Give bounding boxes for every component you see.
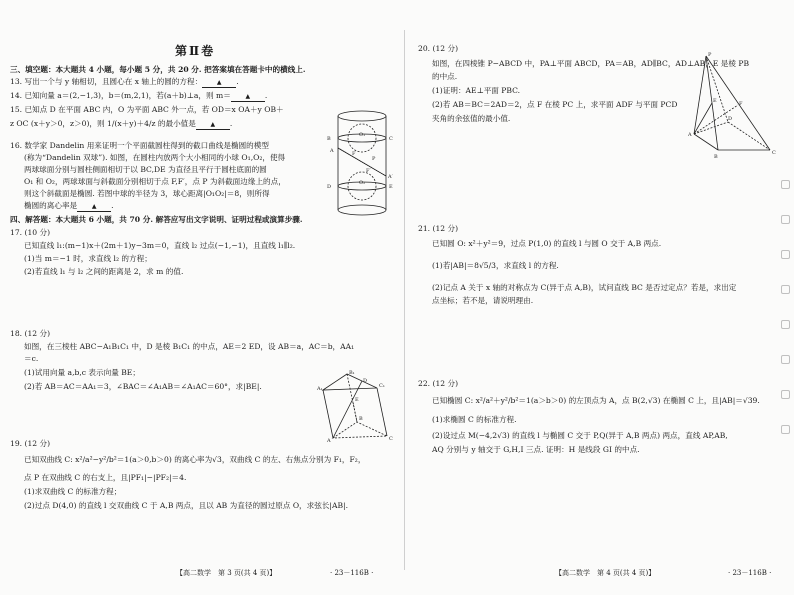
footer-left-page: 【高二数学 第 3 页(共 4 页)】: [176, 569, 277, 577]
cyl-label: F′: [366, 168, 371, 174]
answer-blank: ▲: [202, 79, 236, 88]
prism-label: D: [363, 378, 368, 384]
cyl-label: O₂: [359, 180, 366, 186]
prism-label: A: [327, 438, 331, 444]
footer-left-code: · 23－116B ·: [330, 569, 374, 577]
question-17-head: 17. (10 分): [10, 228, 51, 237]
question-22-line: 已知椭圆 C: x²/a²＋y²/b²＝1(a＞b＞0) 的左顶点为 A，点 B(2,√3) 在椭圆 C 上，且|AB|＝√39.: [432, 396, 760, 405]
prism-label: C: [389, 436, 393, 442]
binding-edge-marks: [780, 180, 792, 510]
cyl-label: O₁: [359, 132, 366, 138]
pyramid-figure: [688, 50, 778, 160]
cyl-label: C: [389, 136, 393, 142]
answer-blank: ▲: [231, 93, 265, 102]
question-17-line: 已知直线 l₁:(m−1)x＋(2m＋1)y−3m＝0，直线 l₂ 过点(−1,−1)，且直线 l₁∥l₂.: [24, 241, 296, 250]
question-19-head: 19. (12 分): [10, 439, 51, 448]
answer-section-header: 四、解答题：本大题共 6 小题，共 70 分. 解答应写出文字说明、证明过程或演算步骤.: [10, 215, 303, 224]
pyramid-label: P: [708, 52, 712, 58]
question-16-line: O₁ 和 O₂，两球球面与斜截面分别相切于点 F,F′，点 P 为斜截面边缘上的点，: [24, 177, 286, 186]
question-19-line: 已知双曲线 C: x²/a²−y²/b²＝1(a＞0,b＞0) 的离心率为√3，双曲线 C 的左、右焦点分别为 F₁，F₂，: [24, 455, 366, 464]
question-16-line: 两球球面分别与圆柱侧面相切于以 BC,DE 为直径且平行于圆柱底面的圆: [24, 165, 267, 174]
footer-right-code: · 23－116B ·: [728, 569, 772, 577]
question-21-head: 21. (12 分): [418, 224, 459, 233]
pyramid-label: B: [714, 154, 718, 160]
cyl-label: D: [327, 184, 332, 190]
prism-label: E: [355, 397, 359, 403]
column-divider: [404, 30, 405, 570]
question-16-line: (称为“Dandelin 双球”). 如图，在圆柱内放两个大小相同的小球 O₁,O₂，使得: [24, 153, 286, 162]
question-20-line: 如图，在四棱锥 P−ABCD 中，PA⊥平面 ABCD，PA＝AB，AD∥BC，AD⊥AB，E 是棱 PB: [432, 59, 750, 68]
prism-label: A₁: [317, 386, 323, 392]
dandelin-cylinder-figure: [322, 108, 400, 218]
cyl-label: F: [352, 151, 356, 157]
question-21-line: (2)记点 A 关于 x 轴的对称点为 C(异于点 A,B)，试问直线 BC 是否过定点？若是，求出定: [432, 283, 737, 292]
answer-blank: ▲: [77, 203, 111, 212]
question-15-line-1: 15. 已知点 D 在平面 ABC 内，O 为平面 ABC 外一点，若 OD＝x OA＋y OB＋: [10, 105, 284, 114]
prism-label: C₁: [379, 383, 385, 389]
pyramid-label: A: [688, 132, 692, 138]
question-19-line: (1)求双曲线 C 的标准方程；: [24, 487, 122, 496]
question-14: 14. 已知向量 a＝(2,−1,3)，b＝(m,2,1)，若(a＋b)⊥a，则 m＝ ▲ .: [10, 91, 268, 100]
pyramid-label: F: [739, 101, 743, 107]
cyl-label: E: [389, 184, 393, 190]
pyramid-label: D: [728, 116, 733, 122]
question-18-head: 18. (12 分): [10, 329, 51, 338]
question-19-line: (2)过点 D(4,0) 的直线 l 交双曲线 C 于 A,B 两点，且以 AB 为直径的圆过原点 O，求弦长|AB|.: [24, 501, 349, 510]
question-18-line: (2)若 AB＝AC＝AA₁＝3，∠BAC＝∠A₁AB＝∠A₁AC＝60°，求|BE|.: [24, 382, 262, 391]
section-title: 第Ⅱ卷: [175, 44, 216, 58]
question-21-line: 已知圆 O: x²＋y²＝9，过点 P(1,0) 的直线 l 与圆 O 交于 A,B 两点.: [432, 239, 662, 248]
question-20-line: 的中点.: [432, 72, 458, 81]
question-20-line: (1)证明：AE⊥平面 PBC.: [432, 86, 521, 95]
question-19-line: 点 P 在双曲线 C 的右支上，且|PF₁|−|PF₂|＝4.: [24, 473, 187, 482]
fill-in-header: 三、填空题：本大题共 4 小题，每小题 5 分，共 20 分. 把答案填在答题卡中的横线上.: [10, 65, 306, 74]
pyramid-label: E: [713, 98, 717, 104]
question-22-line: (2)设过点 M(−4,2√3) 的直线 l 与椭圆 C 交于 P,Q(异于 A,B 两点) 两点，直线 AP,AB,: [432, 431, 728, 440]
question-17-line: (2)若直线 l₁ 与 l₂ 之间的距离是 2，求 m 的值.: [24, 267, 184, 276]
pyramid-label: C: [772, 150, 776, 156]
question-20-line: (2)若 AB＝BC＝2AD＝2，点 F 在棱 PC 上，求平面 ADF 与平面 PCD: [432, 100, 678, 109]
question-21-line: (1)若|AB|＝8√5/3，求直线 l 的方程.: [432, 261, 559, 270]
question-16-line: 则这个斜截面是椭圆. 若图中球的半径为 3，球心距离|O₁O₂|＝8，则所得: [24, 189, 270, 198]
triangular-prism-figure: [315, 368, 395, 444]
question-22-head: 22. (12 分): [418, 379, 459, 388]
question-18-line: 如图，在三棱柱 ABC−A₁B₁C₁ 中，D 是棱 B₁C₁ 的中点，AE＝2 ED，设 AB＝a，AC＝b，AA₁: [24, 342, 355, 351]
cyl-label: A′: [388, 174, 393, 180]
question-20-head: 20. (12 分): [418, 44, 459, 53]
question-16-line: 16. 数学家 Dandelin 用来证明一个平面截圆柱得到的截口曲线是椭圆的模型: [10, 141, 269, 150]
question-20-line: 夹角的余弦值的最小值.: [432, 114, 511, 123]
answer-blank: ▲: [196, 121, 230, 130]
cyl-label: P: [372, 156, 376, 162]
cyl-label: A: [330, 148, 334, 154]
question-18-line: (1)试用向量 a,b,c 表示向量 BE；: [24, 368, 140, 377]
prism-label: B₁: [349, 370, 355, 376]
question-17-line: (1)当 m＝−1 时，求直线 l₂ 的方程；: [24, 254, 152, 263]
question-22-line: (1)求椭圆 C 的标准方程.: [432, 415, 517, 424]
question-21-line: 点坐标；若不是，请说明理由.: [432, 296, 534, 305]
question-16-line-last: 椭圆的离心率是 ▲ .: [24, 201, 114, 210]
cyl-label: B: [327, 136, 331, 142]
footer-right-page: 【高二数学 第 4 页(共 4 页)】: [555, 569, 656, 577]
question-15-line-2: z OC (x＋y＞0，z＞0)，则 1/(x＋y)＋4/z 的最小值是 ▲ .: [10, 119, 233, 128]
question-22-line: AQ 分别与 y 轴交于 G,H,I 三点. 证明：H 是线段 GI 的中点.: [432, 445, 640, 454]
prism-label: B: [359, 416, 363, 422]
question-13: 13. 写出一个与 y 轴相切，且圆心在 x 轴上的圆的方程： ▲ .: [10, 77, 239, 86]
question-18-line: ＝c.: [24, 354, 39, 363]
